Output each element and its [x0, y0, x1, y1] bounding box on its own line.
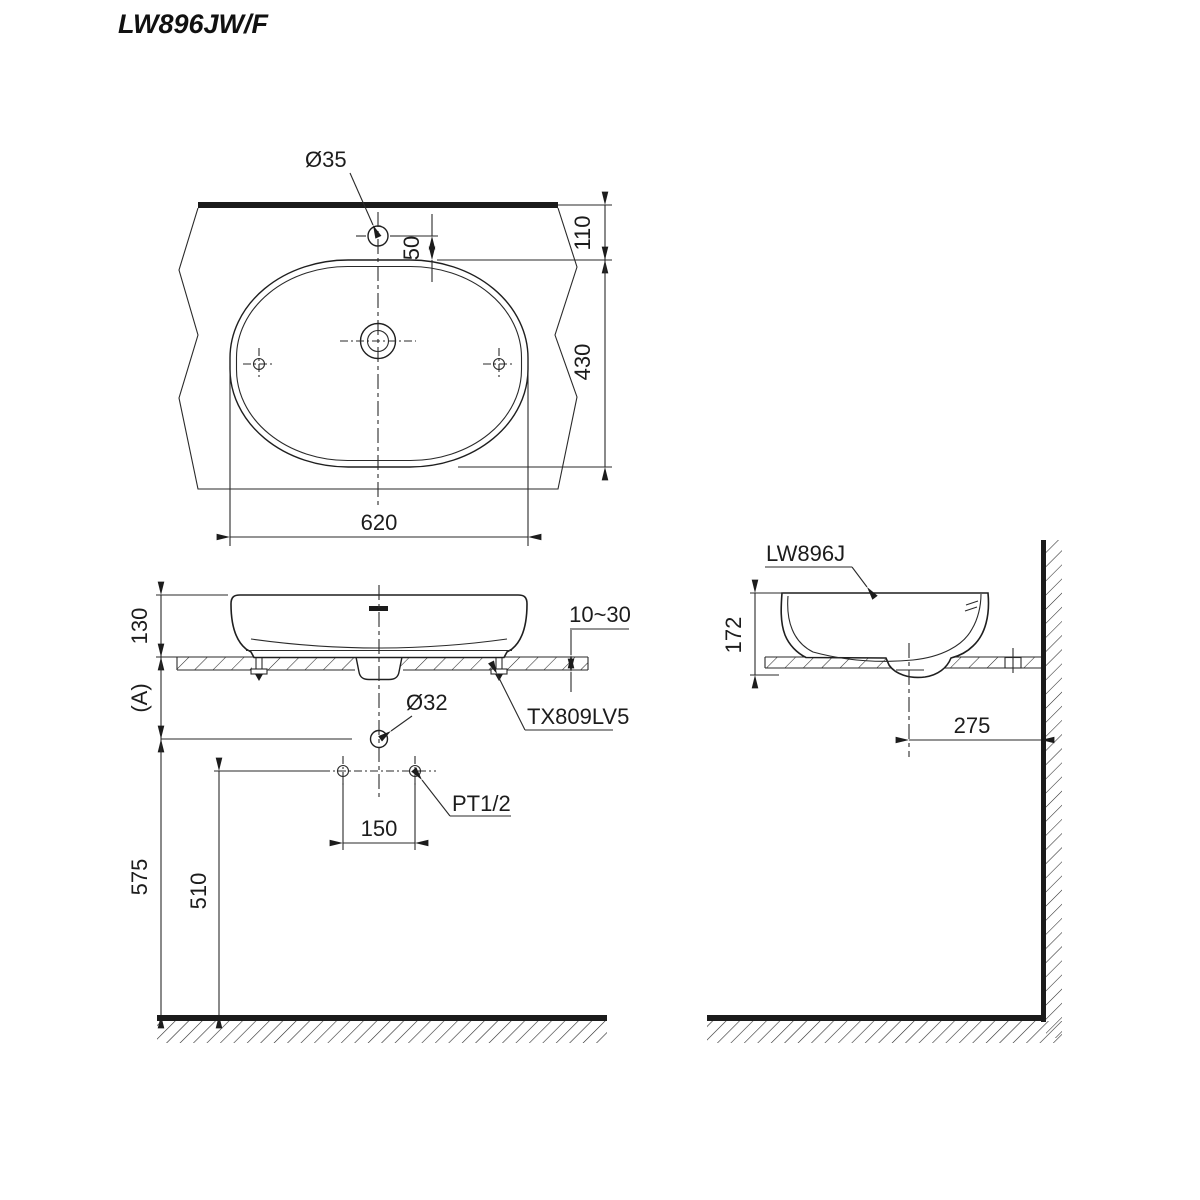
model-label: LW896J	[766, 541, 846, 566]
floor-section-right	[707, 1015, 1062, 1043]
dim-basin-width-label: 620	[360, 510, 398, 535]
drain-dia-callout	[391, 690, 448, 731]
drain-height-label: 575	[127, 858, 152, 896]
mounting-kit-callout	[497, 674, 629, 730]
drawing-title: LW896JW/F	[118, 9, 269, 39]
supply-thread-label: PT1/2	[452, 791, 511, 816]
side-view	[707, 540, 1062, 1043]
dim-supply-spacing	[343, 780, 415, 850]
dim-counter-thickness	[569, 602, 631, 692]
dim-drain-to-wall	[909, 713, 1041, 740]
supply-thread-callout	[422, 780, 511, 816]
dim-rim-gap-label: 110	[570, 215, 595, 251]
mounting-kit-label: TX809LV5	[527, 704, 630, 729]
drain-to-wall-label: 275	[953, 713, 991, 738]
model-callout	[765, 541, 867, 587]
floor-section-left	[157, 1015, 607, 1043]
supply-spacing-label: 150	[360, 816, 398, 841]
faucet-hole-callout	[305, 147, 373, 225]
drain-dia-label: Ø32	[406, 690, 448, 715]
ref-height-label: (A)	[127, 683, 152, 713]
dim-basin-width	[230, 366, 528, 546]
dim-basin-depth-label: 430	[570, 343, 595, 381]
wall-section	[1041, 540, 1062, 1038]
top-view	[179, 147, 612, 546]
vessel-height-label: 130	[127, 607, 152, 645]
supply-height-label: 510	[186, 872, 211, 910]
counter-thickness-label: 10~30	[569, 602, 631, 627]
dim-hole-offset	[399, 214, 438, 282]
left-fixing-hole	[243, 348, 275, 380]
faucet-hole-dia-label: Ø35	[305, 147, 347, 172]
basin-inner-outline	[237, 267, 522, 461]
overall-depth-label: 172	[721, 616, 746, 654]
dim-hole-offset-label: 50	[399, 235, 424, 261]
right-fixing-hole	[483, 348, 515, 380]
front-view	[127, 585, 631, 1043]
wall-edge-section	[198, 202, 558, 208]
